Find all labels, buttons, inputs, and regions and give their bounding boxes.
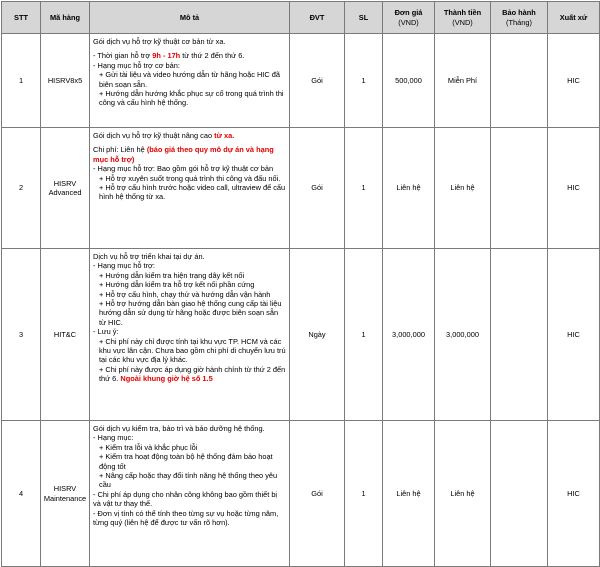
- cell-xuat-xu: HIC: [548, 421, 600, 567]
- cell-stt: 3: [2, 249, 41, 421]
- desc-line: + Hỗ trợ hướng dẫn bàn giao hệ thống cung cấp tài liệu hướng dẫn sử dụng từ hãng hoặc được biên soạn sẵn từ HIC.: [99, 299, 282, 327]
- desc-text: từ thứ 2 đến thứ 6.: [180, 51, 245, 61]
- cell-ma-hang: [41, 128, 90, 249]
- cell-xuat-xu: HIC: [548, 128, 600, 249]
- cell-dvt: Gói: [290, 421, 345, 567]
- ma-hang-line: HISRV: [53, 484, 77, 494]
- header-sl: SL: [345, 2, 383, 34]
- header-thanh-tien-unit: (VND): [452, 17, 473, 27]
- header-don-gia-unit: (VND): [398, 17, 419, 27]
- desc-text: + Chi phí này được áp dụng giờ hành chính từ thứ 2 đến thứ 6.: [99, 364, 286, 384]
- cell-xuat-xu: HIC: [548, 249, 600, 421]
- cell-don-gia: 500,000: [383, 34, 435, 128]
- desc-line: [93, 51, 286, 60]
- desc-line: - Đơn vị tính có thể tính theo từng sự vụ hoặc từng năm, từng quý (liên hệ để được tư vấn rõ hơn).: [93, 508, 279, 528]
- table-row: [2, 421, 600, 567]
- desc-line: [93, 365, 286, 384]
- cell-ma-hang: HISRV8x5: [41, 34, 90, 128]
- cell-don-gia: 3,000,000: [383, 249, 435, 421]
- desc-line: [93, 145, 286, 164]
- table-row: [2, 128, 600, 249]
- desc-line: + Hướng dẫn hướng khắc phục sự cố trong quá trình thi công và cấu hình hệ thống.: [99, 89, 284, 108]
- cell-don-gia: Liên hệ: [383, 128, 435, 249]
- header-don-gia: [383, 2, 435, 34]
- cell-mo-ta: [90, 128, 290, 249]
- cell-dvt: Gói: [290, 128, 345, 249]
- cell-bao-hanh: [491, 34, 548, 128]
- desc-line: + Hỗ trợ cấu hình trước hoặc video call, ultraview để cấu hình hệ thống từ xa.: [99, 183, 286, 202]
- cell-bao-hanh: [491, 421, 548, 567]
- desc-line: - Lưu ý:: [93, 327, 119, 337]
- desc-line: Gói dịch vụ kiểm tra, bảo trì và bảo dưỡng hệ thống.: [93, 424, 265, 433]
- desc-line: + Hướng dẫn kiểm tra hiện trạng dây kết nối: [99, 270, 245, 280]
- desc-line: + Hỗ trợ xuyên suốt trong quá trình thi công và đấu nối.: [99, 173, 281, 183]
- cell-sl: 1: [345, 249, 383, 421]
- desc-line: Dịch vụ hỗ trợ triển khai tại dự án.: [93, 252, 205, 261]
- header-mo-ta: Mô tả: [90, 2, 290, 34]
- table-row: [2, 34, 600, 128]
- desc-line: + Kiểm tra hoạt động toàn bộ hệ thống đảm bảo hoạt động tốt: [99, 452, 273, 471]
- header-thanh-tien: [435, 2, 491, 34]
- desc-highlight: Ngoài khung giờ hệ số 1.5: [120, 374, 213, 384]
- desc-highlight: 9h - 17h: [152, 51, 181, 61]
- desc-text: Gói dịch vụ hỗ trợ kỹ thuật nâng cao: [93, 131, 215, 140]
- cell-thanh-tien: Liên hệ: [435, 421, 491, 567]
- cell-stt: 4: [2, 421, 41, 567]
- desc-line: + Chi phí này chỉ được tính tại khu vực TP. HCM và các khu vực lân cận. Chưa bao gồm chi phí di chuyển lưu trú tại các khu vực địa lý khác.: [99, 336, 286, 365]
- header-thanh-tien-label: Thành tiền: [443, 8, 482, 18]
- header-bao-hanh-label: Bảo hành: [502, 8, 536, 18]
- desc-line: + Gửi tài liệu và video hướng dẫn từ hãng hoặc HIC đã biên soạn sẵn.: [99, 70, 280, 89]
- cell-ma-hang: [41, 421, 90, 567]
- desc-line: - Hạng mục hỗ trợ:: [93, 261, 155, 271]
- cell-bao-hanh: [491, 128, 548, 249]
- cell-ma-hang: HIT&C: [41, 249, 90, 421]
- header-row: [2, 2, 600, 34]
- header-dvt: ĐVT: [290, 2, 345, 34]
- header-bao-hanh: [491, 2, 548, 34]
- table-row: [2, 249, 600, 421]
- cell-sl: 1: [345, 421, 383, 567]
- cell-don-gia: Liên hệ: [383, 421, 435, 567]
- desc-line: + Hướng dẫn kiểm tra hỗ trợ kết nối phần cứng: [99, 280, 255, 290]
- desc-line: - Hạng mục hỗ trợ cơ bản:: [93, 60, 180, 70]
- ma-hang-line: HISRV: [53, 178, 77, 188]
- cell-thanh-tien: 3,000,000: [435, 249, 491, 421]
- header-stt: STT: [2, 2, 41, 34]
- desc-line: + Hỗ trợ cấu hình, chạy thử và hướng dẫn vận hành: [99, 289, 271, 299]
- cell-mo-ta: [90, 249, 290, 421]
- desc-line: - Hạng mục hỗ trợ: Bao gồm gói hỗ trợ kỹ thuật cơ bản: [93, 164, 274, 174]
- desc-line: + Kiểm tra lỗi và khắc phục lỗi: [99, 442, 198, 452]
- cell-thanh-tien: Miễn Phí: [435, 34, 491, 128]
- cell-dvt: Gói: [290, 34, 345, 128]
- cell-thanh-tien: Liên hệ: [435, 128, 491, 249]
- cell-mo-ta: [90, 34, 290, 128]
- desc-highlight: (báo giá theo quy mô dự án và hạng mục hỗ trợ): [93, 145, 274, 164]
- quotation-table: [1, 1, 600, 567]
- cell-sl: 1: [345, 34, 383, 128]
- desc-text: - Thời gian hỗ trợ: [93, 51, 153, 61]
- header-don-gia-label: Đơn giá: [394, 8, 423, 18]
- cell-xuat-xu: HIC: [548, 34, 600, 128]
- header-ma-hang: Mã hàng: [41, 2, 90, 34]
- desc-line: Gói dịch vụ hỗ trợ kỹ thuật cơ bản từ xa.: [93, 37, 226, 46]
- cell-mo-ta: [90, 421, 290, 567]
- header-xuat-xu: Xuất xứ: [548, 2, 600, 34]
- desc-line: [93, 131, 286, 140]
- ma-hang-line: Advanced: [48, 188, 82, 197]
- cell-stt: 2: [2, 128, 41, 249]
- desc-line: + Nâng cấp hoặc thay đổi tính năng hệ thống theo yêu cầu: [99, 471, 278, 490]
- cell-dvt: Ngày: [290, 249, 345, 421]
- cell-bao-hanh: [491, 249, 548, 421]
- header-bao-hanh-unit: (Tháng): [506, 17, 532, 27]
- desc-line: - Hạng mục:: [93, 433, 134, 443]
- desc-highlight: từ xa.: [214, 131, 235, 140]
- desc-line: - Chi phí áp dụng cho nhân công không bao gồm thiết bị và vật tư thay thế.: [93, 489, 278, 509]
- ma-hang-line: Maintenance: [43, 493, 87, 503]
- cell-sl: 1: [345, 128, 383, 249]
- desc-text: Chi phí: Liên hệ: [93, 145, 147, 155]
- cell-stt: 1: [2, 34, 41, 128]
